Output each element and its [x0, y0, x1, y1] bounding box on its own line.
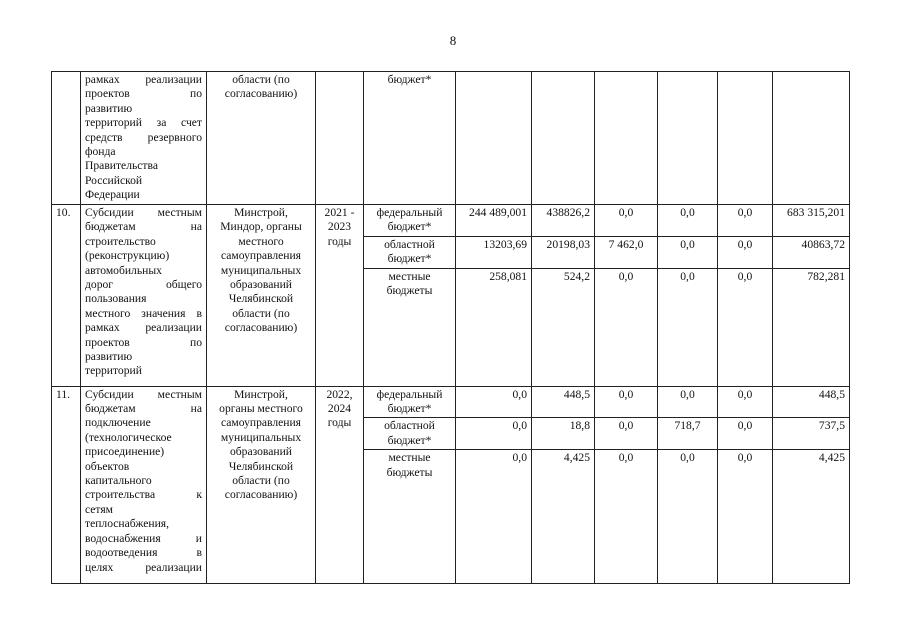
cell-line: Миндор, органы: [220, 220, 302, 234]
amount-cell: 0,0: [658, 386, 718, 418]
cell-line: (технологическое: [85, 430, 172, 444]
cell-line: 2023: [327, 220, 352, 234]
cell-line: образований: [229, 445, 293, 459]
amount-cell: 0,0: [595, 450, 658, 584]
cell-line: рамках реализации: [85, 73, 202, 86]
cell-line: федеральный: [376, 206, 443, 219]
amount-cell: 718,7: [658, 418, 718, 450]
cell-line: Челябинской: [228, 459, 294, 473]
cell-line: области (по: [232, 474, 290, 488]
amount-cell: 683 315,201: [773, 205, 850, 237]
amount-cell: 0,0: [456, 386, 532, 418]
amount-cell: 438826,2: [532, 205, 595, 237]
cell-line: местного: [238, 234, 284, 248]
cell-line: бюджет*: [387, 252, 432, 266]
cell-line: области (по: [232, 306, 290, 320]
row-number: 11.: [52, 386, 81, 584]
amount-cell: 18,8: [532, 418, 595, 450]
amount-cell: 0,0: [456, 450, 532, 584]
amount-cell: [595, 72, 658, 205]
cell-line: самоуправления: [220, 249, 302, 263]
table-row: [52, 205, 850, 237]
amount-cell: 737,5: [773, 418, 850, 450]
cell-line: местные: [388, 451, 431, 465]
row-number: 10.: [52, 205, 81, 387]
cell-line: капитального: [85, 474, 152, 488]
cell-line: строительства к: [85, 488, 202, 502]
amount-cell: 0,0: [718, 418, 773, 450]
cell-line: бюджетам на: [85, 402, 202, 416]
cell-line: строительство: [85, 234, 156, 248]
cell-line: федеральный: [376, 387, 443, 401]
measure-description: [81, 205, 207, 387]
cell-line: годы: [327, 234, 352, 248]
measure-description: [81, 386, 207, 584]
funding-source: [364, 72, 456, 205]
cell-line: сетям: [85, 502, 114, 516]
executor: [207, 72, 316, 205]
cell-line: дорог общего: [85, 278, 202, 292]
cell-line: (реконструкцию): [85, 249, 170, 263]
executor: [207, 386, 316, 584]
cell-line: областной: [384, 419, 435, 433]
funding-source: [364, 418, 456, 450]
cell-line: бюджетам на: [85, 220, 202, 234]
cell-line: 2022,: [326, 387, 353, 401]
cell-line: муниципальных: [220, 430, 302, 444]
cell-line: самоуправления: [220, 416, 302, 430]
amount-cell: 0,0: [658, 236, 718, 268]
amount-cell: 244 489,001: [456, 205, 532, 237]
period-years: [316, 72, 364, 205]
funding-source: [364, 386, 456, 418]
cell-line: 2021 -: [324, 206, 355, 219]
cell-line: пользования: [85, 292, 147, 306]
amount-cell: [658, 72, 718, 205]
cell-line: согласованию): [224, 488, 298, 502]
cell-line: бюджет*: [387, 220, 432, 234]
cell-line: органы местного: [219, 402, 303, 416]
cell-line: рамках реализации: [85, 321, 202, 335]
amount-cell: 448,5: [532, 386, 595, 418]
cell-line: бюджет*: [387, 433, 432, 447]
cell-line: Минстрой,: [234, 206, 288, 219]
cell-line: Правительства: [85, 159, 158, 173]
funding-source: [364, 236, 456, 268]
amount-cell: 0,0: [595, 418, 658, 450]
amount-cell: 0,0: [595, 205, 658, 237]
row-number: [52, 72, 81, 205]
cell-line: согласованию): [224, 321, 298, 335]
page-number: 8: [449, 33, 457, 48]
cell-line: подключение: [85, 416, 151, 430]
amount-cell: 258,081: [456, 268, 532, 386]
cell-line: автомобильных: [85, 263, 162, 277]
cell-line: Субсидии местным: [85, 206, 202, 219]
funding-source: [364, 205, 456, 237]
amount-cell: 4,425: [773, 450, 850, 584]
cell-line: 2024: [327, 402, 352, 416]
amount-cell: 7 462,0: [595, 236, 658, 268]
amount-cell: 0,0: [658, 205, 718, 237]
amount-cell: 0,0: [718, 236, 773, 268]
cell-line: проектов по: [85, 87, 202, 101]
cell-line: теплоснабжения,: [85, 517, 170, 531]
amount-cell: 20198,03: [532, 236, 595, 268]
amount-cell: [773, 72, 850, 205]
amount-cell: 40863,72: [773, 236, 850, 268]
cell-line: присоединение): [85, 445, 165, 459]
cell-line: Федерации: [85, 188, 140, 202]
amount-cell: 0,0: [595, 386, 658, 418]
amount-cell: [532, 72, 595, 205]
cell-line: муниципальных: [220, 263, 302, 277]
amount-cell: 13203,69: [456, 236, 532, 268]
amount-cell: 782,281: [773, 268, 850, 386]
amount-cell: 524,2: [532, 268, 595, 386]
cell-line: развитию: [85, 101, 133, 115]
cell-line: проектов по: [85, 335, 202, 349]
amount-cell: 0,0: [718, 450, 773, 584]
period-years: [316, 386, 364, 584]
budget-table: [51, 71, 850, 584]
cell-line: Минстрой,: [234, 387, 288, 401]
cell-line: территорий за счет: [85, 116, 202, 130]
amount-cell: 0,0: [595, 268, 658, 386]
cell-line: бюджет*: [387, 402, 432, 416]
cell-line: бюджет*: [387, 73, 432, 86]
cell-line: бюджеты: [386, 284, 433, 298]
cell-line: Субсидии местным: [85, 387, 202, 401]
executor: [207, 205, 316, 387]
cell-line: развитию: [85, 350, 133, 364]
funding-source: [364, 450, 456, 584]
amount-cell: 0,0: [718, 268, 773, 386]
cell-line: объектов: [85, 459, 130, 473]
cell-line: областной: [384, 237, 435, 251]
amount-cell: 0,0: [658, 450, 718, 584]
amount-cell: 448,5: [773, 386, 850, 418]
cell-line: местного значения в: [85, 306, 202, 320]
cell-line: бюджеты: [386, 465, 433, 479]
cell-line: водоснабжения и: [85, 531, 202, 545]
amount-cell: 4,425: [532, 450, 595, 584]
table-body: [52, 72, 850, 584]
cell-line: средств резервного: [85, 130, 202, 144]
funding-source: [364, 268, 456, 386]
cell-line: согласованию): [224, 87, 298, 101]
measure-description: [81, 72, 207, 205]
cell-line: фонда: [85, 145, 116, 159]
cell-line: территорий: [85, 364, 142, 378]
amount-cell: 0,0: [718, 386, 773, 418]
cell-line: области (по: [232, 73, 290, 86]
cell-line: водоотведения в: [85, 546, 202, 560]
cell-line: Российской: [85, 173, 143, 187]
cell-line: образований: [229, 278, 293, 292]
amount-cell: [456, 72, 532, 205]
amount-cell: [718, 72, 773, 205]
amount-cell: 0,0: [718, 205, 773, 237]
amount-cell: 0,0: [658, 268, 718, 386]
cell-line: целях реализации: [85, 560, 202, 574]
table-row: [52, 386, 850, 418]
amount-cell: 0,0: [456, 418, 532, 450]
table-row: [52, 72, 850, 205]
cell-line: местные: [388, 269, 431, 283]
cell-line: годы: [327, 416, 352, 430]
cell-line: Челябинской: [228, 292, 294, 306]
period-years: [316, 205, 364, 387]
